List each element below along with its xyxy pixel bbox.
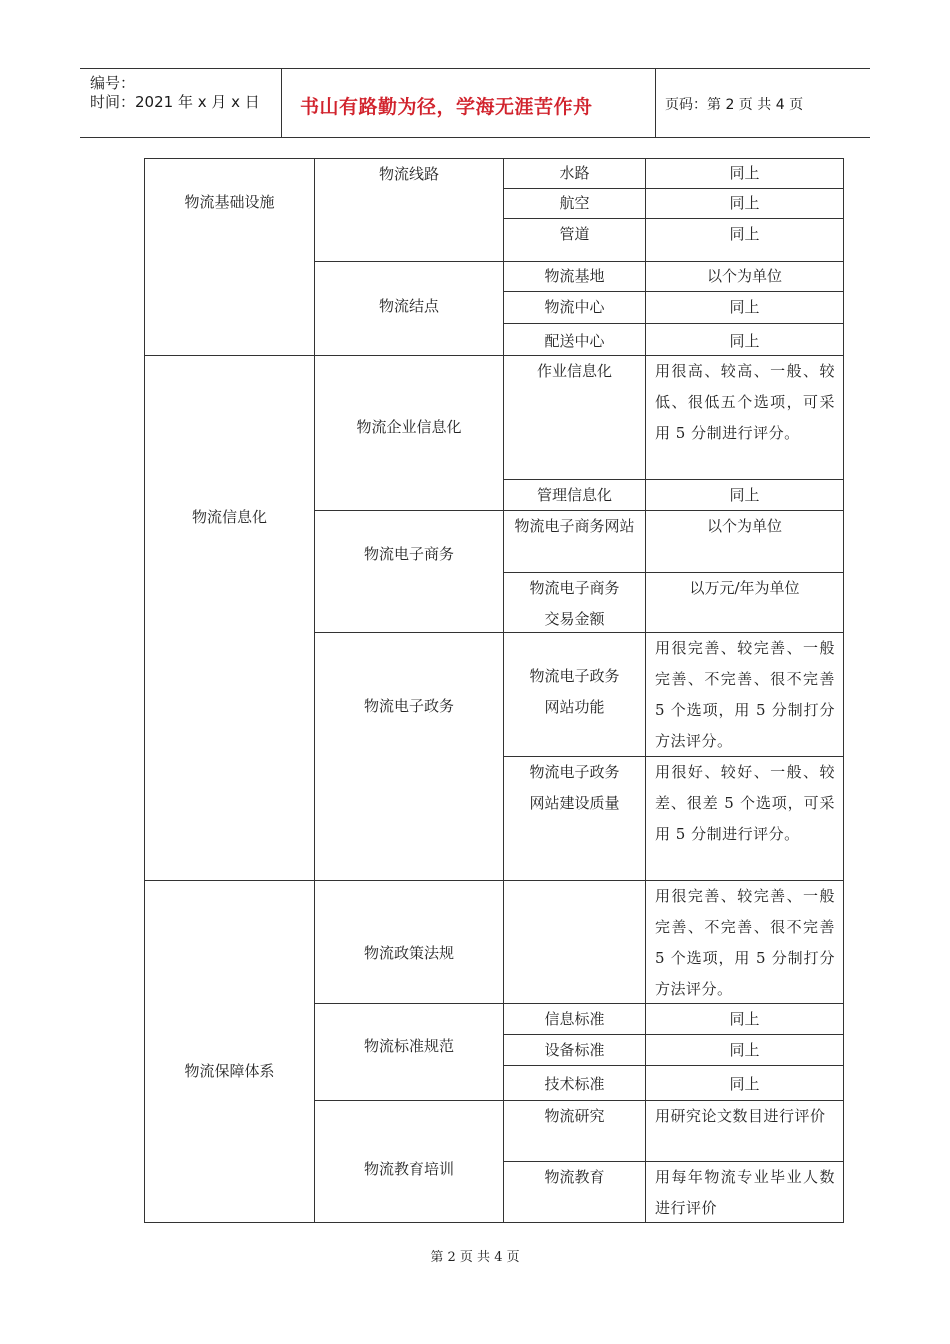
method-cell <box>645 261 844 292</box>
item-cell <box>503 355 646 480</box>
document-number-label: 编号： <box>90 74 136 92</box>
subgroup-cell-routes <box>314 158 504 262</box>
item-label: 作业信息化 <box>536 362 612 380</box>
method-text: 用每年物流专业毕业人数进行评价 <box>655 1168 835 1217</box>
method-text: 同上 <box>729 1041 760 1059</box>
method-cell <box>645 880 844 1004</box>
header-motto: 书山有路勤为径，学海无涯苦作舟 <box>300 96 593 118</box>
method-text: 同上 <box>729 194 760 212</box>
group-cell-guarantee <box>144 880 315 1223</box>
subgroup-label: 物流线路 <box>378 165 439 183</box>
subgroup-cell-nodes <box>314 261 504 356</box>
item-label: 水路 <box>559 164 590 182</box>
method-cell <box>645 479 844 511</box>
item-cell <box>503 188 646 219</box>
method-cell <box>645 1003 844 1035</box>
method-cell <box>645 291 844 324</box>
group-label: 物流信息化 <box>191 508 267 526</box>
method-cell <box>645 510 844 573</box>
header-divider <box>281 69 282 137</box>
item-cell <box>503 291 646 324</box>
item-cell <box>503 572 646 633</box>
method-text: 用很完善、较完善、一般完善、不完善、很不完善 5 个选项，用 5 分制打分方法评分。 <box>655 887 835 998</box>
method-cell <box>645 756 844 881</box>
method-text: 同上 <box>729 486 760 504</box>
method-text: 用很好、较好、一般、较差、很差 5 个选项，可采用 5 分制进行评分。 <box>655 763 835 843</box>
item-cell <box>503 510 646 573</box>
subgroup-cell-ecommerce <box>314 510 504 633</box>
method-cell <box>645 1161 844 1223</box>
item-cell <box>503 1161 646 1223</box>
method-text: 同上 <box>729 332 760 350</box>
item-label: 物流研究 <box>544 1107 605 1125</box>
method-text: 同上 <box>729 164 760 182</box>
method-text: 用很完善、较完善、一般完善、不完善、很不完善 5 个选项，用 5 分制打分方法评分。 <box>655 639 835 750</box>
group-cell-informatization <box>144 355 315 881</box>
item-label: 配送中心 <box>544 332 605 350</box>
group-label: 物流基础设施 <box>184 193 275 211</box>
method-text: 同上 <box>729 1010 760 1028</box>
subgroup-label: 物流电子商务 <box>363 545 454 563</box>
item-label: 物流电子商务交易金额 <box>529 579 620 628</box>
item-label: 信息标准 <box>544 1010 605 1028</box>
subgroup-label: 物流政策法规 <box>363 944 454 962</box>
item-label: 设备标准 <box>544 1041 605 1059</box>
item-cell <box>503 479 646 511</box>
subgroup-label: 物流教育培训 <box>363 1160 454 1178</box>
item-label: 航空 <box>559 194 590 212</box>
group-label: 物流保障体系 <box>184 1062 275 1080</box>
item-cell <box>503 1065 646 1101</box>
method-cell <box>645 158 844 189</box>
item-label: 管道 <box>559 225 590 243</box>
document-time-label: 时间：2021 年 x 月 x 日 <box>90 93 260 111</box>
item-label: 物流教育 <box>544 1168 605 1186</box>
item-cell <box>503 158 646 189</box>
method-text: 以个为单位 <box>706 517 782 535</box>
group-cell-infrastructure <box>144 158 315 356</box>
item-label: 物流基地 <box>544 267 605 285</box>
item-label: 物流电子商务网站 <box>514 517 635 535</box>
method-cell <box>645 323 844 356</box>
method-cell <box>645 355 844 480</box>
header-divider <box>655 69 656 137</box>
method-cell <box>645 218 844 262</box>
subgroup-label: 物流电子政务 <box>363 697 454 715</box>
item-cell <box>503 1034 646 1066</box>
method-cell <box>645 1034 844 1066</box>
subgroup-label: 物流标准规范 <box>363 1037 454 1055</box>
item-label: 物流中心 <box>544 298 605 316</box>
method-cell <box>645 188 844 219</box>
method-text: 用很高、较高、一般、较低、很低五个选项，可采用 5 分制进行评分。 <box>655 362 835 442</box>
subgroup-cell-education <box>314 1100 504 1223</box>
method-cell <box>645 1065 844 1101</box>
item-cell <box>503 1100 646 1162</box>
subgroup-cell-enterprise-it <box>314 355 504 511</box>
item-label: 物流电子政务网站功能 <box>529 667 620 716</box>
method-text: 以个为单位 <box>706 267 782 285</box>
method-cell <box>645 632 844 757</box>
subgroup-cell-standards <box>314 1003 504 1101</box>
header-page-number: 页码：第 2 页 共 4 页 <box>665 97 804 113</box>
item-cell <box>503 756 646 881</box>
item-cell <box>503 1003 646 1035</box>
item-label: 技术标准 <box>544 1075 605 1093</box>
item-cell <box>503 218 646 262</box>
method-text: 用研究论文数目进行评价 <box>655 1107 826 1125</box>
item-cell <box>503 261 646 292</box>
item-cell <box>503 323 646 356</box>
item-label: 物流电子政务网站建设质量 <box>529 763 620 812</box>
page-footer: 第 2 页 共 4 页 <box>430 1250 520 1265</box>
method-cell <box>645 1100 844 1162</box>
method-text: 同上 <box>729 1075 760 1093</box>
item-cell <box>503 632 646 757</box>
subgroup-cell-egov <box>314 632 504 881</box>
document-header <box>80 68 870 138</box>
subgroup-cell-policy <box>314 880 504 1004</box>
subgroup-label: 物流结点 <box>378 297 439 315</box>
method-cell <box>645 572 844 633</box>
item-cell-empty <box>503 880 646 1004</box>
method-text: 同上 <box>729 298 760 316</box>
method-text: 同上 <box>729 225 760 243</box>
indicator-table <box>144 158 844 1223</box>
method-text: 以万元/年为单位 <box>689 579 800 597</box>
item-label: 管理信息化 <box>536 486 612 504</box>
subgroup-label: 物流企业信息化 <box>356 418 462 436</box>
